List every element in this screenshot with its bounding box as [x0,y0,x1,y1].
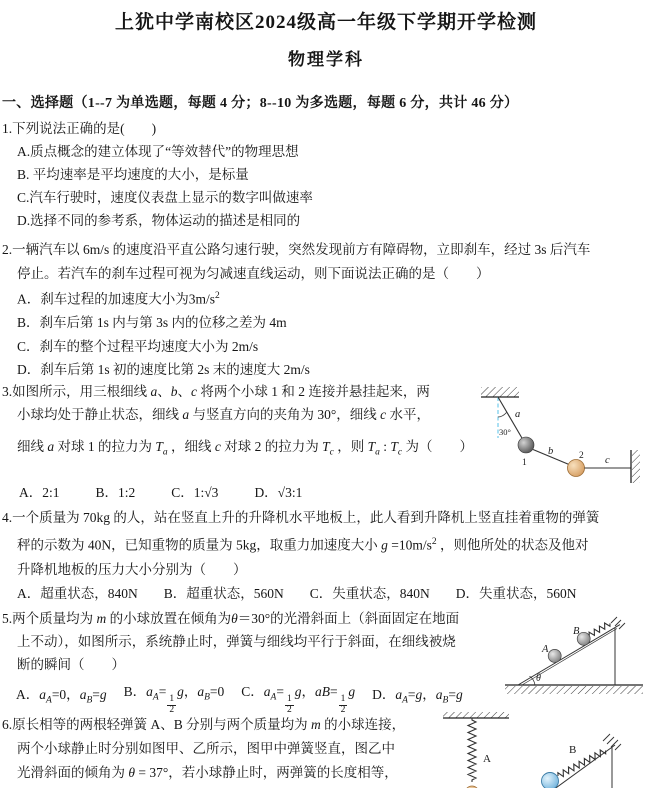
question-6-stem-line1: 6.原长相等的两根轻弹簧 A、B 分别与两个质量均为 m 的小球连接， [2,717,406,732]
question-4-options [2,582,652,605]
string-c-label: c [605,455,610,466]
spring-A-label: A [483,753,491,765]
ball-1-label: 1 [522,458,527,468]
q6-figure-yi [535,726,652,788]
string-b-label: b [548,446,554,457]
question-2-option-b: B．刹车后第 1s 内与第 3s 内的位移之差为 4m [17,315,287,330]
question-3-option-c: C．1:√3 [171,484,219,500]
string-a-label: a [515,409,521,420]
question-5-option-a: A．$a_A=0$，$a_B=g$ [16,686,107,706]
question-4-stem-line3: 升降机地板的压力大小分别为（ ） [17,561,247,577]
angle-arc [498,413,507,418]
question-4-stem-line2: 秤的示数为 40N，已知重物的质量为 5kg，取重力加速度大小 $g =10m/s^2$ ，则他所处的状态及他对 [17,537,589,553]
page-subtitle: 物理学科 [288,50,364,69]
ball-blue [542,773,559,788]
angle-label: θ [536,673,541,684]
question-5-option-c: C．$a_A=$ $\frac{1}{2}$ g，aB= $\frac{1}{2}$ g [241,684,356,715]
question-4-option-c: C．失重状态，840N [309,585,430,601]
question-5-option-b: B．$a_A=$ $\frac{1}{2}$ g，$a_B=0$ [123,684,225,715]
question-2-option-a: A．刹车过程的加速度大小为$3m/s^2$ [17,291,220,307]
question-3-option-d: D．√3:1 [254,484,303,500]
question-4-option-b: B．超重状态，560N [163,585,284,601]
ball-2 [568,460,585,477]
ground-hatch [505,686,643,694]
question-1-option-c: C.汽车行驶时，速度仪表盘上显示的数字叫做速率 [17,190,313,205]
question-1-stem: 1.下列说法正确的是( ) [2,121,157,136]
wall-hatch [632,450,640,483]
question-3-option-b: B．1:2 [95,484,136,500]
spring-A [468,718,476,782]
question-1-option-d: D.选择不同的参考系，物体运动的描述是相同的 [17,213,301,228]
q3-figure [477,384,647,484]
ball-A-label: A [542,644,549,655]
angle-label: 30° [499,427,511,437]
question-5-option-d: D．$a_A=g$，$a_B=g$ [372,686,463,706]
ball-A [548,649,561,662]
section-heading: 一、选择题（1--7 为单选题，每题 4 分；8--10 为多选题，每题 6 分，共计 46 分） [2,96,519,111]
spring-B-label: B [569,744,577,756]
question-2-option-d: D．刹车后第 1s 初的速度比第 2s 末的速度大 2m/s [17,362,310,377]
q5-figure [503,606,651,698]
question-3-stem-line1: 3.如图所示，用三根细线 a、b、c 将两个小球 1 和 2 连接并悬挂起来，两 [2,384,430,399]
incline-surface [518,625,620,685]
question-1 [2,117,652,232]
ceiling-hatch [443,712,509,718]
spring-B [557,748,607,779]
ceiling-hatch [481,387,519,397]
question-3-stem-line3: 细线 a 对球 1 的拉力为 $T_a$ ，细线 c 对球 2 的拉力为 $T_c$ ，则 $T_a$ : $T_c$ 为（ ） [17,439,474,458]
question-4-stem-line1: 4.一个质量为 70kg 的人，站在竖直上升的升降机水平地板上，此人看到升降机上竖直挂着重物的弹簧 [2,510,600,525]
question-2 [2,238,652,382]
question-2-option-c: C．刹车的整个过程平均速度大小为 2m/s [17,338,259,354]
question-5-stem-line3: 断的瞬间（ ） [17,657,125,672]
question-1-option-a: A.质点概念的建立体现了“等效替代”的物理思想 [17,144,299,159]
spring [588,621,611,638]
string-a [498,397,526,445]
question-3-option-a: A．2:1 [19,484,60,500]
question-4-option-d: D．失重状态，560N [455,585,577,601]
ball-2-label: 2 [579,451,584,461]
spring-anchor-hatch [611,617,625,629]
question-2-stem-line1: 2.一辆汽车以 6m/s 的速度沿平直公路匀速行驶，突然发现前方有障碍物，立即刹车，经过 3s 后汽车 [2,242,591,257]
ball-B-label: B [573,626,580,637]
page-title: 上犹中学南校区2024级高一年级下学期开学检测 [114,12,537,33]
question-5-stem-line1: 5.两个质量均为 m 的小球放置在倾角为θ＝30°的光滑斜面上（斜面固定在地面 [2,611,460,626]
question-3-options [2,481,652,504]
question-5-stem-line2: 上不动），如图所示，系统静止时，弹簧与细线均平行于斜面，在细线被烧 [17,634,456,649]
question-6-stem-line2: 两个小球静止时分别如图甲、乙所示，图甲中弹簧竖直，图乙中 [17,741,395,756]
question-6-stem-line3: 光滑斜面的倾角为 θ = 37°，若小球静止时，两弹簧的长度相等， [17,765,398,780]
question-1-option-b: B. 平均速率是平均速度的大小，是标量 [17,167,249,182]
q6-figure-jia [440,712,520,788]
question-4 [2,506,652,605]
question-4-option-a: A．超重状态，840N [17,585,138,601]
question-3-stem-line2: 小球均处于静止状态，细线 a 与竖直方向的夹角为 30°，细线 c 水平， [17,407,431,422]
question-2-stem-line2: 停止。若汽车的刹车过程可视为匀减速直线运动，则下面说法正确的是（ ） [17,265,490,281]
ball-1 [518,437,534,453]
